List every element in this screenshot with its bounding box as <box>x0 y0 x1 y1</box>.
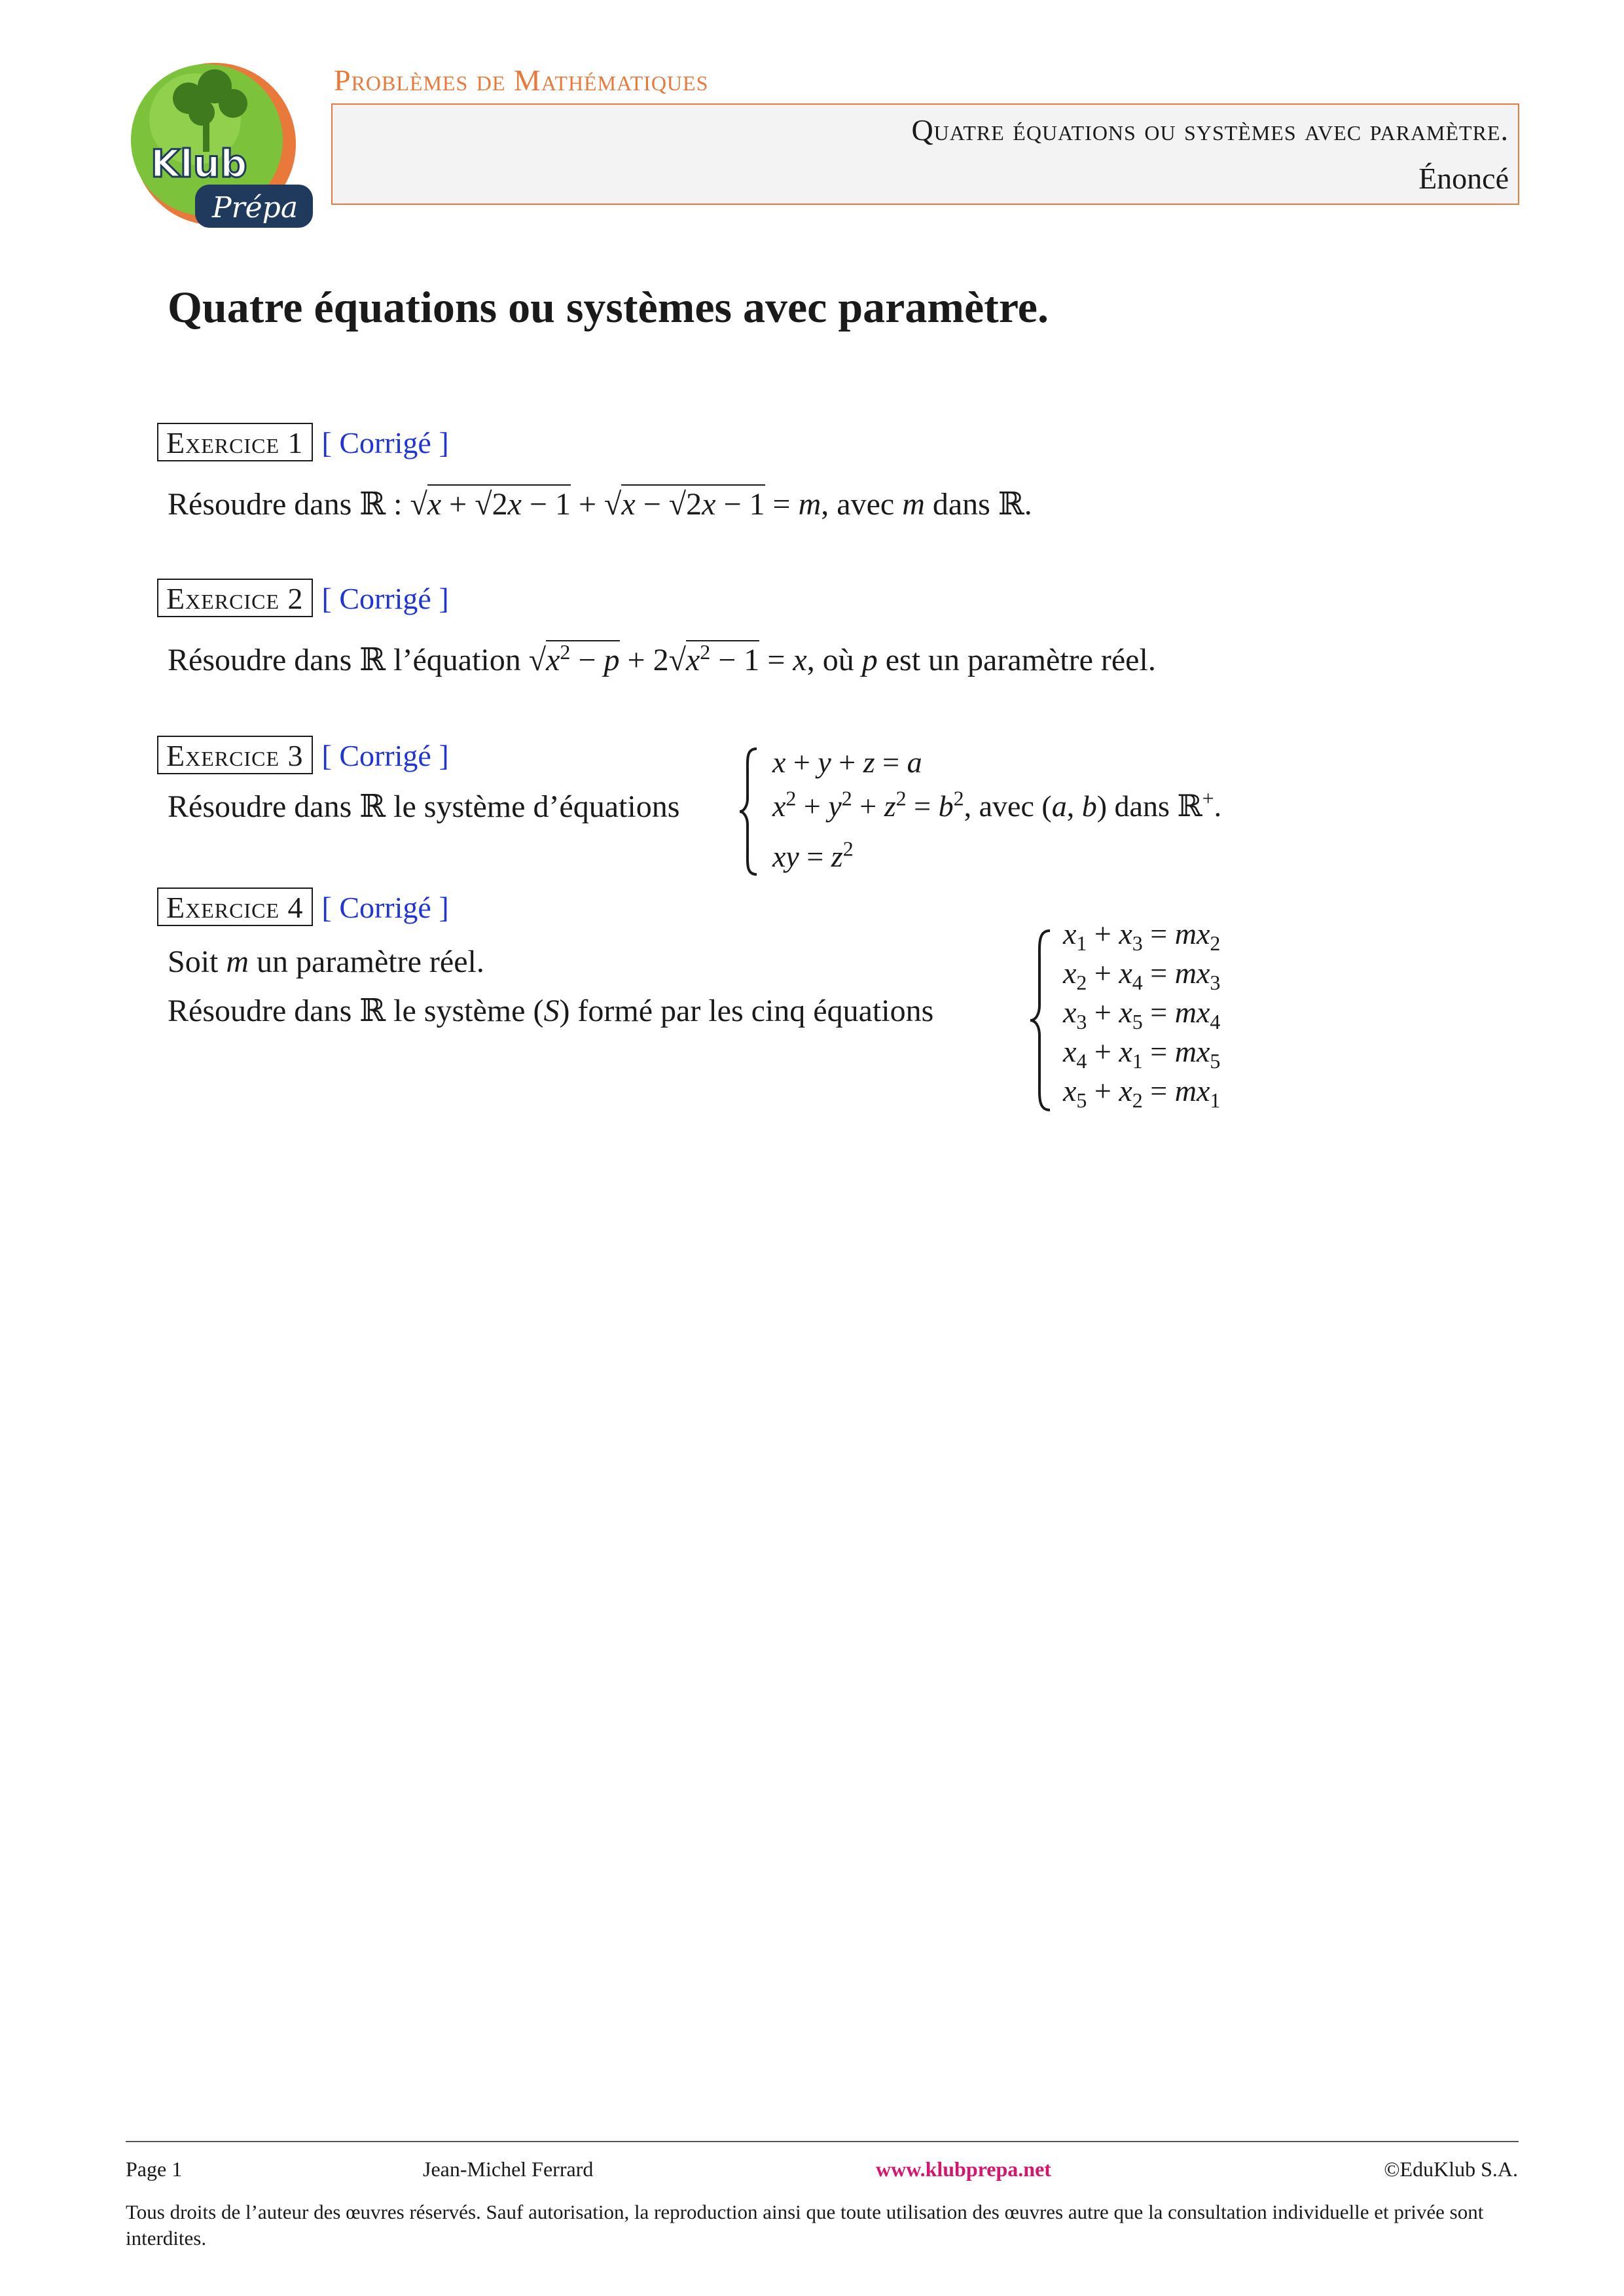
exercise-2-suffix: , où <box>806 643 854 677</box>
exercise-1-corrige-link[interactable]: [ Corrigé ] <box>321 426 449 459</box>
exercise-1-heading <box>157 423 449 461</box>
exercise-4-eq-2: $x_2 + x_4 = mx_3$ <box>1063 956 1221 995</box>
footer-divider <box>126 2141 1519 2142</box>
logo-word-klub: Klub <box>151 141 247 186</box>
exercise-3-eq-1: x + y + z = a <box>772 745 922 779</box>
exercise-1-prefix: Résoudre dans ℝ : <box>168 487 403 522</box>
exercise-4-eq-3: $x_3 + x_5 = mx_4$ <box>1063 996 1221 1034</box>
exercise-2-suffix2: est un paramètre réel. <box>885 643 1156 677</box>
footer-page: Page 1 <box>126 2157 183 2181</box>
page-title: Quatre équations ou systèmes avec paramètre. <box>168 282 1049 332</box>
exercise-2-equation: $√x^2 - p + 2√x^2 - 1 = x$ <box>528 640 807 677</box>
exercise-4-line1-b: un paramètre réel. <box>257 944 484 979</box>
footer-copyright: ©EduKlub S.A. <box>1384 2157 1518 2181</box>
logo-word-prepa: Prépa <box>212 191 298 224</box>
exercise-4-line-2: Résoudre dans ℝ le système (S) formé par les cinq équations <box>168 994 934 1028</box>
exercise-2-heading <box>157 579 449 617</box>
exercise-4-eq-1: $x_1 + x_3 = mx_2$ <box>1063 917 1221 956</box>
exercise-4-eq-4: $x_4 + x_1 = mx_5$ <box>1063 1035 1221 1073</box>
exercise-2-corrige-link[interactable]: [ Corrigé ] <box>321 582 449 615</box>
exercise-1-suffix2: dans ℝ. <box>932 487 1032 522</box>
exercise-4-line-1: Soit m un paramètre réel. <box>168 944 484 979</box>
header-doc-title: Quatre équations ou systèmes avec paramètre. <box>911 113 1509 147</box>
exercise-1-equation: √x + √2x − 1 + √x − √2x − 1 = m <box>410 484 821 522</box>
exercise-4-line1-a: Soit <box>168 944 219 979</box>
exercise-4-corrige-link[interactable]: [ Corrigé ] <box>321 891 449 924</box>
exercise-3-suffix: , avec <box>964 789 1034 823</box>
footer-author: Jean-Michel Ferrard <box>423 2157 594 2181</box>
exercise-3-prefix: Résoudre dans ℝ le système d’équations <box>168 789 680 824</box>
exercise-3-corrige-link[interactable]: [ Corrigé ] <box>321 739 449 772</box>
exercise-3-brace <box>737 746 761 877</box>
klubprepa-logo <box>117 60 313 232</box>
exercise-3-eq-2: $x^2 + y^2 + z^2 = b^2$, avec (a, b) dans ℝ+. <box>772 786 1222 823</box>
exercise-4-label: Exercice 4 <box>157 888 313 926</box>
footer-url-link[interactable]: www.klubprepa.net <box>876 2157 1051 2181</box>
exercise-4-eq-5: $x_5 + x_2 = mx_1$ <box>1063 1074 1221 1113</box>
exercise-2-label: Exercice 2 <box>157 579 313 617</box>
exercise-3-eq-3: xy = $z^2$ <box>772 836 854 873</box>
exercise-1-statement: Résoudre dans ℝ : √x + √2x − 1 + √x − √2x − 1 = m, avec m dans ℝ. <box>168 486 1032 522</box>
header-box <box>331 103 1519 205</box>
exercise-4-line2-b: formé par les cinq équations <box>577 994 934 1028</box>
footer-notice: Tous droits de l’auteur des œuvres réservés. Sauf autorisation, la reproduction ainsi que toute utilisation des œuvres autre que la consultation individuelle et privée sont interdites. <box>126 2200 1484 2250</box>
exercise-3-suffix2: dans ℝ <box>1114 789 1202 823</box>
exercise-2-statement: Résoudre dans ℝ l’équation $√x^2 - p + 2√x^2 - 1 = x$, où p est un paramètre réel. <box>168 640 1156 677</box>
header-label: Énoncé <box>1418 162 1509 195</box>
exercise-3-label: Exercice 3 <box>157 736 313 774</box>
exercise-3-heading <box>157 736 449 774</box>
exercise-4-heading <box>157 888 449 926</box>
exercise-2-prefix: Résoudre dans ℝ l’équation <box>168 643 521 677</box>
exercise-4-line2-a: Résoudre dans ℝ le système <box>168 994 526 1028</box>
exercise-1-suffix: , avec <box>821 487 895 522</box>
exercise-4-brace <box>1028 928 1054 1113</box>
header-series: Problèmes de Mathématiques <box>334 63 709 97</box>
exercise-1-label: Exercice 1 <box>157 423 313 461</box>
